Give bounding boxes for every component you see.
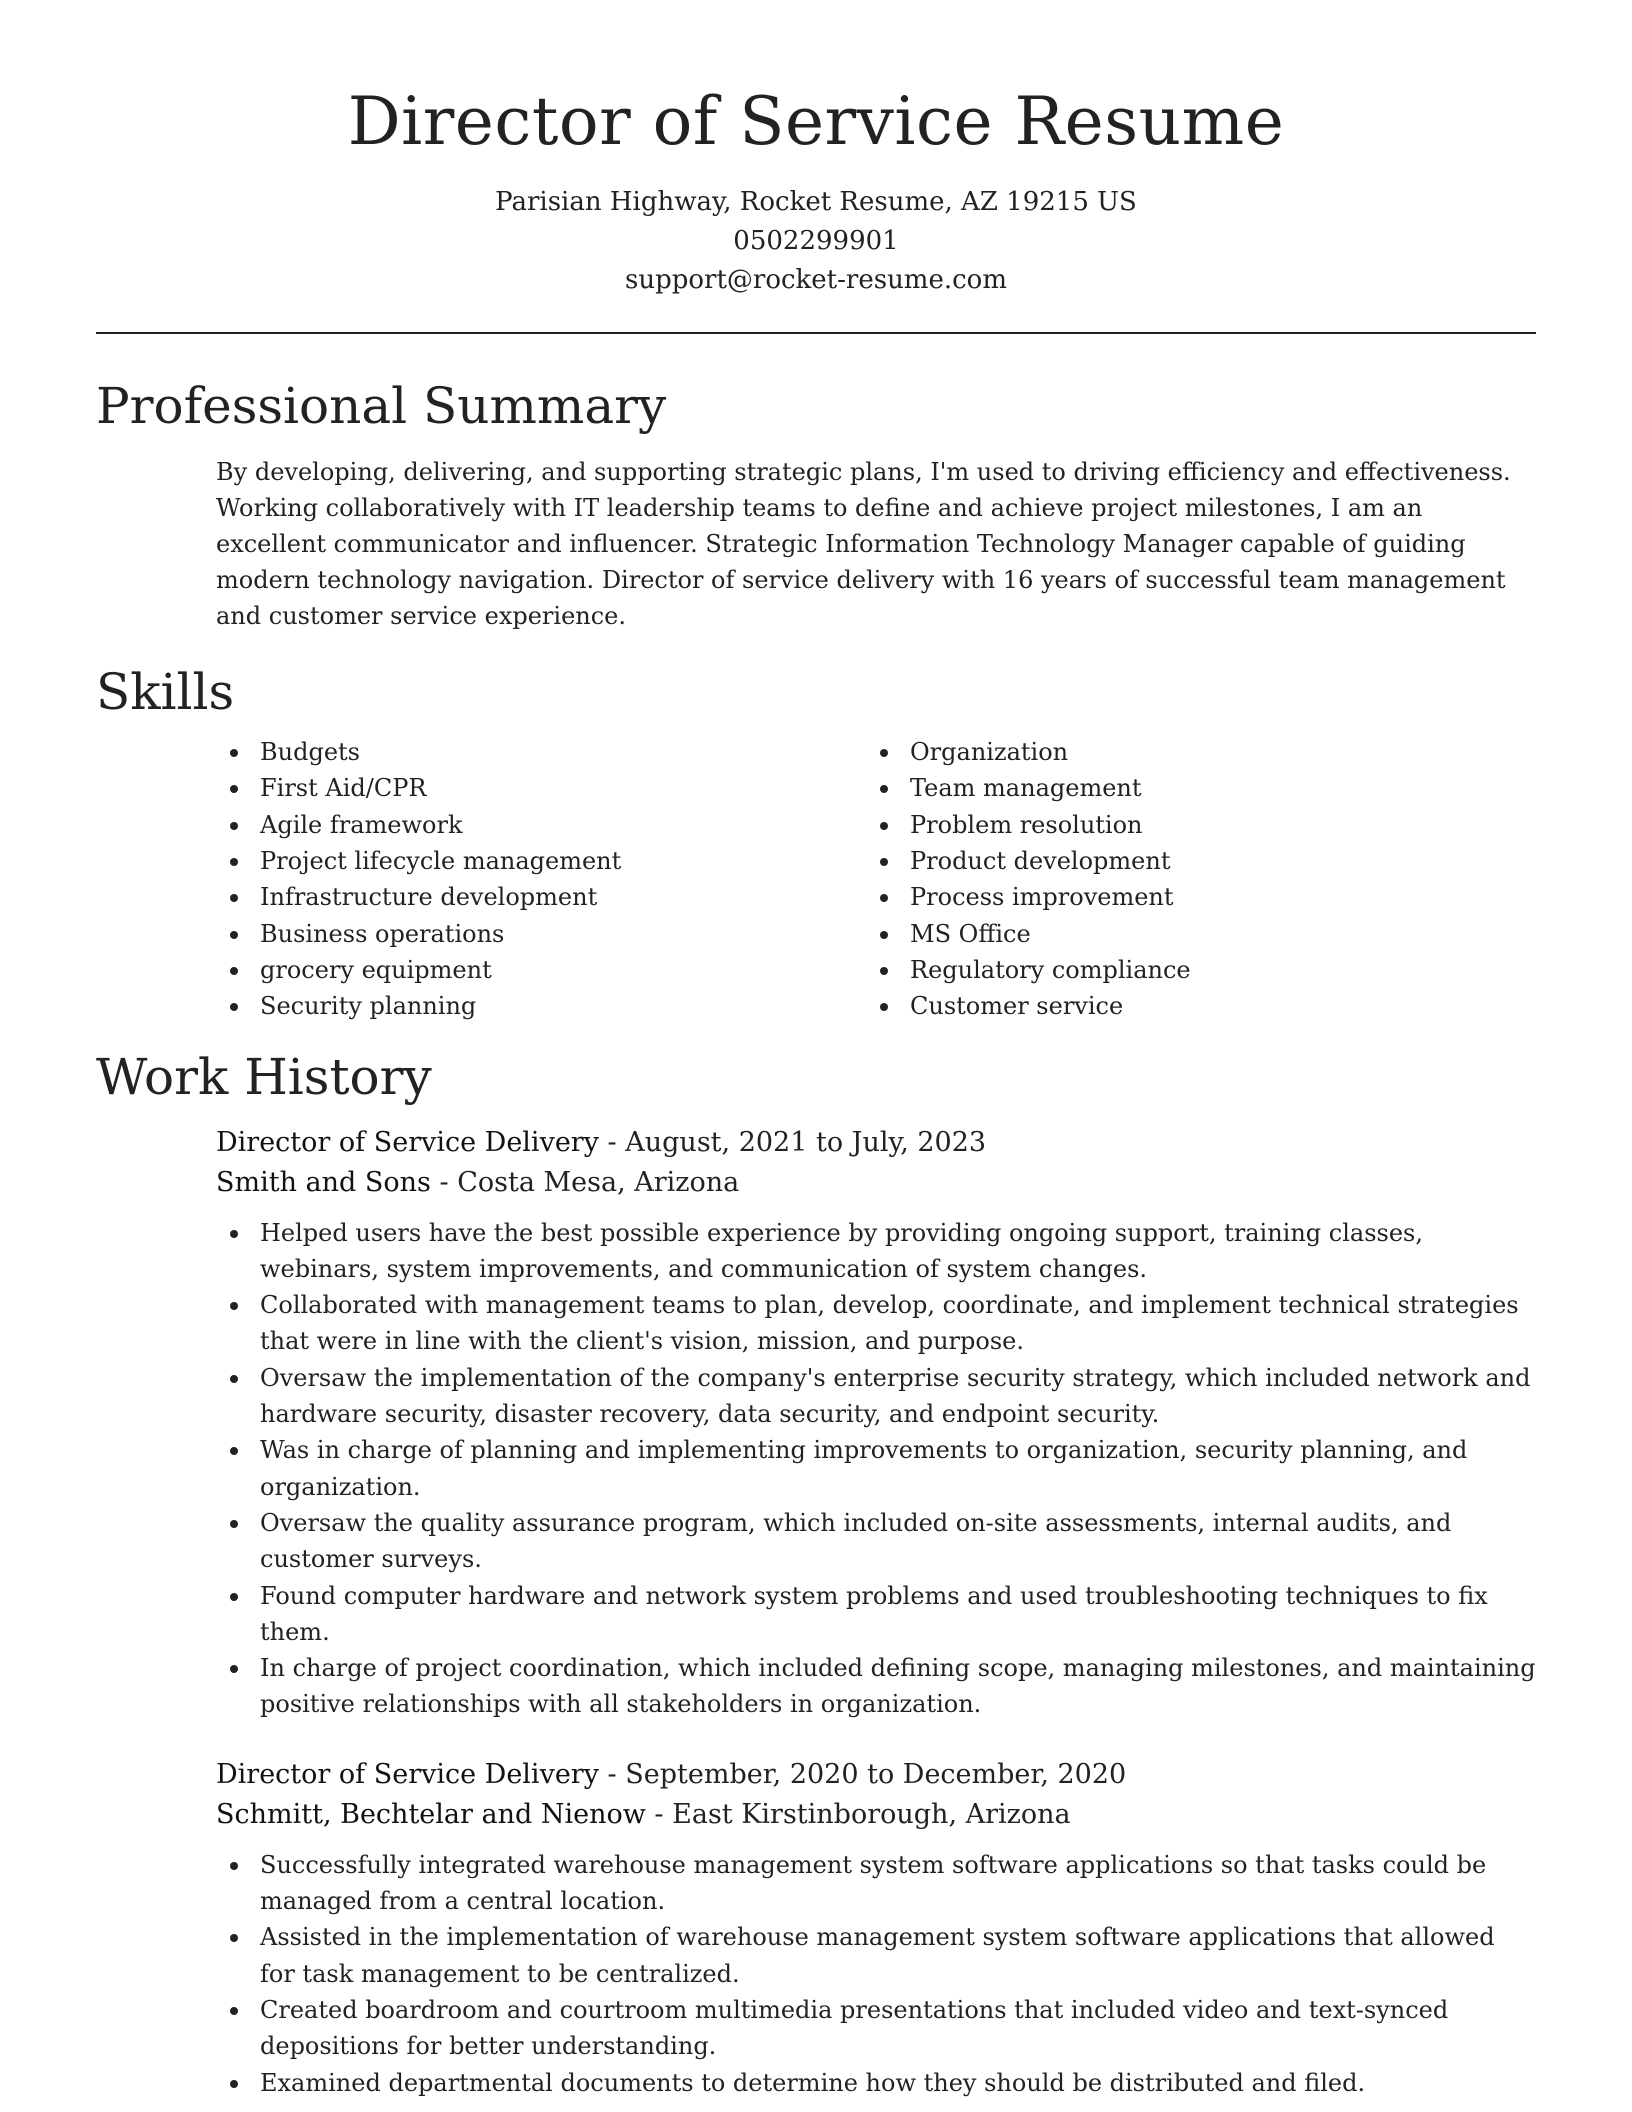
job-role-line: Director of Service Delivery - September, 2020 to December, 2020: [216, 1758, 1127, 1790]
skill-item: Infrastructure development: [216, 879, 866, 915]
skills-grid: [216, 734, 1536, 1024]
skills-column-right: [866, 734, 1516, 1024]
job-duty-item: Was in charge of planning and implementing improvements to organization, security planning, and organization.: [216, 1432, 1536, 1505]
summary-text: By developing, delivering, and supporting strategic plans, I'm used to driving efficiency and effectiveness. Working collaboratively with IT leadership teams to define and achieve project milestones, I am an excellent communicator and influencer. Strategic Information Technology Manager capable of guiding modern technology navigation. Director of service delivery with 16 years of successful team management and customer service experience.: [216, 458, 1511, 631]
job-company-line: Schmitt, Bechtelar and Nienow - East Kirstinborough, Arizona: [216, 1798, 1071, 1830]
skill-item: Team management: [866, 770, 1516, 806]
skill-item: MS Office: [866, 916, 1516, 952]
job-dates: September, 2020 to December, 2020: [625, 1758, 1127, 1790]
skill-item: Organization: [866, 734, 1516, 770]
job-entry: [216, 1755, 1536, 2101]
skill-item: Business operations: [216, 916, 866, 952]
job-duty-item: Successfully integrated warehouse management system software applications so that tasks could be managed from a central location.: [216, 1847, 1536, 1920]
job-duty-item: Assisted in the implementation of warehouse management system software applications that allowed for task management to be centralized.: [216, 1919, 1536, 1992]
job-location: Costa Mesa, Arizona: [457, 1166, 740, 1198]
job-entry: [216, 1123, 1536, 1723]
job-location: East Kirstinborough, Arizona: [672, 1798, 1071, 1830]
skill-item: Regulatory compliance: [866, 952, 1516, 988]
skill-item: Process improvement: [866, 879, 1516, 915]
job-duties: [216, 1847, 1536, 2101]
summary-heading: Professional Summary: [96, 377, 667, 436]
skill-item: Problem resolution: [866, 807, 1516, 843]
job-duty-item: Oversaw the implementation of the company's enterprise security strategy, which included network and hardware security, disaster recovery, data security, and endpoint security.: [216, 1360, 1536, 1433]
skill-item: grocery equipment: [216, 952, 866, 988]
resume-header: [96, 0, 1536, 300]
skill-item: Security planning: [216, 988, 866, 1024]
job-duty-item: Found computer hardware and network system problems and used troubleshooting techniques to fix them.: [216, 1578, 1536, 1651]
contact-phone: 0502299901: [733, 226, 899, 257]
work-history-heading: Work History: [96, 1047, 432, 1106]
skill-item: Budgets: [216, 734, 866, 770]
skill-item: Project lifecycle management: [216, 843, 866, 879]
header-divider: [96, 332, 1536, 334]
job-dates: August, 2021 to July, 2023: [625, 1126, 987, 1158]
job-company: Schmitt, Bechtelar and Nienow: [216, 1798, 646, 1830]
skills-column-left: [216, 734, 866, 1024]
job-role-line: Director of Service Delivery - August, 2021 to July, 2023: [216, 1126, 987, 1158]
skill-item: First Aid/CPR: [216, 770, 866, 806]
skill-item: Agile framework: [216, 807, 866, 843]
skill-item: Customer service: [866, 988, 1516, 1024]
job-duty-item: Created boardroom and courtroom multimedia presentations that included video and text-synced depositions for better understanding.: [216, 1992, 1536, 2065]
skills-heading: Skills: [96, 663, 235, 722]
contact-address: Parisian Highway, Rocket Resume, AZ 19215 US: [495, 187, 1137, 218]
job-duty-item: Helped users have the best possible experience by providing ongoing support, training classes, webinars, system improvements, and communication of system changes.: [216, 1215, 1536, 1288]
resume-title: Director of Service Resume: [347, 83, 1285, 160]
job-role: Director of Service Delivery: [216, 1126, 599, 1158]
job-company: Smith and Sons: [216, 1166, 431, 1198]
contact-email: support@rocket-resume.com: [624, 265, 1007, 296]
job-role: Director of Service Delivery: [216, 1758, 599, 1790]
contact-block: [96, 183, 1536, 300]
job-company-line: Smith and Sons - Costa Mesa, Arizona: [216, 1166, 740, 1198]
job-duties: [216, 1215, 1536, 1723]
job-duty-item: Examined departmental documents to determine how they should be distributed and filed.: [216, 2065, 1536, 2101]
job-duty-item: Collaborated with management teams to plan, develop, coordinate, and implement technical strategies that were in line with the client's vision, mission, and purpose.: [216, 1287, 1536, 1360]
job-duty-item: In charge of project coordination, which included defining scope, managing milestones, and maintaining positive relationships with all stakeholders in organization.: [216, 1650, 1536, 1723]
skill-item: Product development: [866, 843, 1516, 879]
job-duty-item: Oversaw the quality assurance program, which included on-site assessments, internal audits, and customer surveys.: [216, 1505, 1536, 1578]
